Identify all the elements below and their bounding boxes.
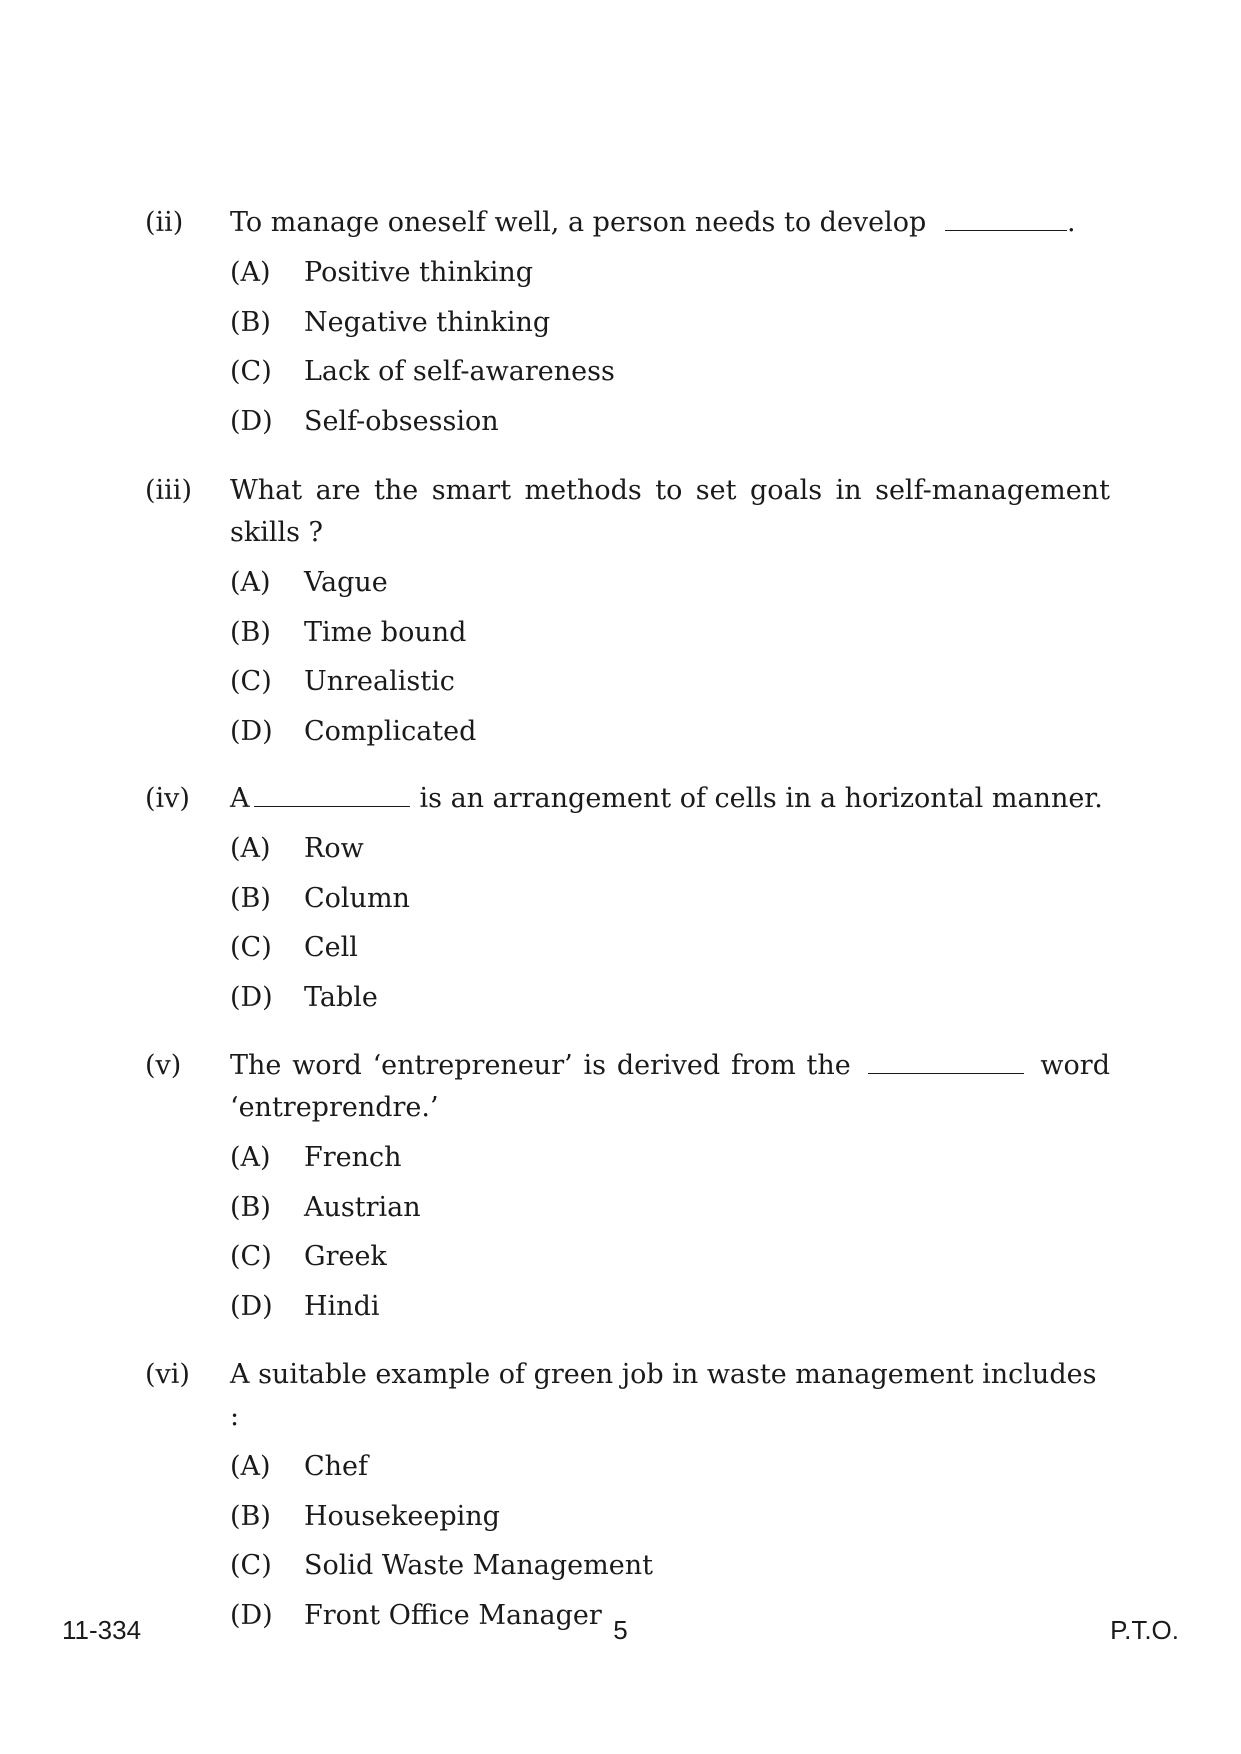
- question-text-end: word ‘entreprendre.’: [230, 1050, 1110, 1123]
- options-list: [230, 248, 1110, 446]
- option: [230, 824, 1110, 874]
- paper-code: 11-334: [62, 1615, 142, 1645]
- question-vi: [145, 1354, 1110, 1640]
- question-text: A: [230, 783, 250, 814]
- option-letter: (A): [230, 1451, 271, 1482]
- option: [230, 298, 1110, 348]
- question-stem: [145, 778, 1110, 820]
- question-stem: [145, 470, 1110, 554]
- option-text: Row: [304, 833, 364, 864]
- question-number: (iv): [145, 783, 190, 814]
- option-letter: (B): [230, 306, 271, 338]
- question-number: (iii): [145, 475, 192, 506]
- option: [230, 558, 1110, 608]
- question-stem: [145, 1045, 1110, 1129]
- question-text-end: .: [1066, 207, 1076, 238]
- option-letter: (D): [230, 405, 273, 437]
- option-letter: (C): [230, 1241, 272, 1272]
- question-v: [145, 1045, 1110, 1331]
- option-text: Hindi: [304, 1290, 380, 1322]
- option-letter: (D): [230, 1290, 273, 1322]
- option-text: Chef: [304, 1451, 369, 1482]
- pto-label: P.T.O.: [1110, 1615, 1179, 1645]
- options-list: [230, 824, 1110, 1022]
- option: [230, 1282, 1110, 1332]
- option: [230, 657, 1110, 707]
- option-text: Complicated: [304, 715, 477, 747]
- option-letter: (B): [230, 616, 271, 648]
- option: [230, 608, 1110, 658]
- option-text: Austrian: [304, 1191, 421, 1223]
- option: [230, 1492, 1110, 1542]
- option-letter: (D): [230, 715, 273, 747]
- option: [230, 347, 1110, 397]
- option-text: Unrealistic: [304, 666, 455, 697]
- option: [230, 1232, 1110, 1282]
- option-text: Lack of self-awareness: [304, 356, 615, 387]
- option-text: Positive thinking: [304, 257, 534, 288]
- answer-blank: [868, 1051, 1024, 1074]
- question-iii: [145, 470, 1110, 756]
- option-text: Vague: [304, 567, 388, 598]
- option: [230, 1183, 1110, 1233]
- option-text: Time bound: [304, 616, 467, 648]
- options-list: [230, 1442, 1110, 1640]
- answer-blank: [945, 208, 1067, 231]
- option: [230, 1133, 1110, 1183]
- option-text: Table: [304, 981, 378, 1013]
- question-text: The word ‘entrepreneur’ is derived from the: [230, 1050, 851, 1081]
- option-text: Solid Waste Management: [304, 1550, 653, 1581]
- option-text: Self-obsession: [304, 405, 499, 437]
- question-number: (vi): [145, 1359, 190, 1390]
- option: [230, 397, 1110, 447]
- question-iv: [145, 778, 1110, 1022]
- question-text: What are the smart methods to set goals in self-management skills ?: [230, 475, 1110, 548]
- question-stem: [145, 202, 1110, 244]
- option: [230, 923, 1110, 973]
- question-text-end: is an arrangement of cells in a horizontal manner.: [419, 783, 1103, 814]
- option-letter: (B): [230, 1191, 271, 1223]
- option-text: French: [304, 1142, 402, 1173]
- option-text: Cell: [304, 932, 358, 963]
- option-letter: (A): [230, 833, 271, 864]
- option-letter: (A): [230, 567, 271, 598]
- option-text: Housekeeping: [304, 1500, 500, 1532]
- question-stem: [145, 1354, 1110, 1438]
- page-number: 5: [613, 1615, 628, 1645]
- options-list: [230, 558, 1110, 756]
- option-letter: (D): [230, 1599, 273, 1631]
- question-ii: [145, 202, 1110, 446]
- question-text: To manage oneself well, a person needs to develop: [230, 207, 927, 238]
- option: [230, 874, 1110, 924]
- option-letter: (C): [230, 1550, 272, 1581]
- option: [230, 707, 1110, 757]
- option-text: Negative thinking: [304, 306, 551, 338]
- option-letter: (A): [230, 257, 271, 288]
- answer-blank: [254, 784, 410, 807]
- option-letter: (C): [230, 932, 272, 963]
- option: [230, 1541, 1110, 1591]
- option-text: Greek: [304, 1241, 387, 1272]
- option-letter: (B): [230, 1500, 271, 1532]
- option-letter: (D): [230, 981, 273, 1013]
- option: [230, 973, 1110, 1023]
- option-letter: (C): [230, 356, 272, 387]
- option-letter: (C): [230, 666, 272, 697]
- options-list: [230, 1133, 1110, 1331]
- option: [230, 1442, 1110, 1492]
- question-text: A suitable example of green job in waste management includes :: [230, 1359, 1097, 1432]
- question-number: (ii): [145, 207, 184, 238]
- question-number: (v): [145, 1050, 182, 1081]
- option-letter: (A): [230, 1142, 271, 1173]
- option-text: Column: [304, 882, 410, 914]
- option-letter: (B): [230, 882, 271, 914]
- option-text: Front Office Manager: [304, 1599, 602, 1631]
- option: [230, 248, 1110, 298]
